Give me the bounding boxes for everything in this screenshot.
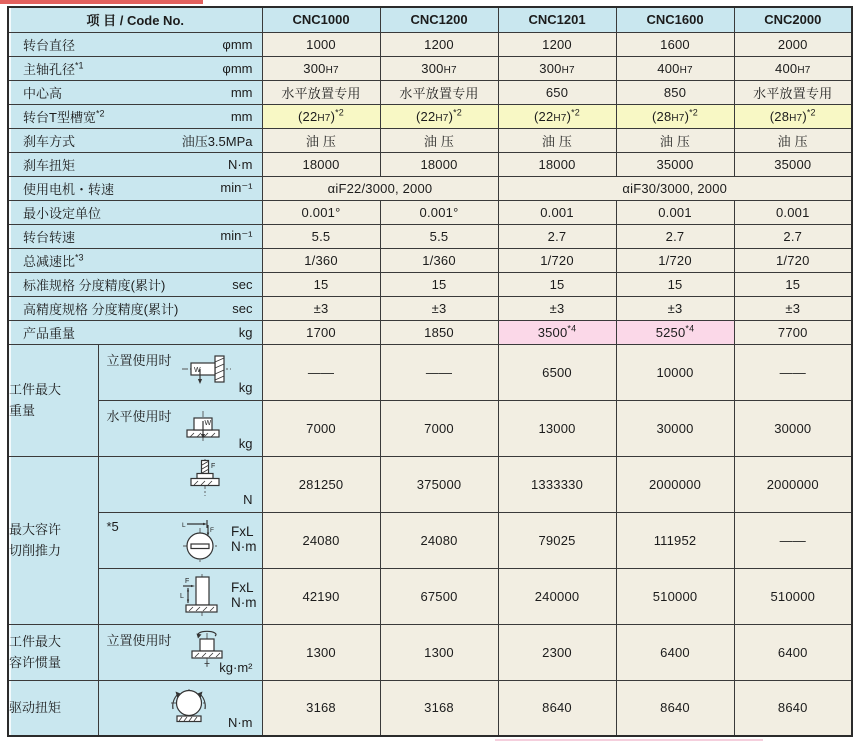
spec-value-cell: 510000 (616, 568, 734, 624)
subrow-inertia: 立置使用时 kg·m² (98, 624, 262, 680)
table-row (8, 344, 852, 400)
spec-value-cell-merged: αiF22/3000, 2000 (262, 176, 498, 200)
spec-value-cell: 10000 (616, 344, 734, 400)
row-label-brake-torque: 刹车扭矩 N·m (8, 152, 262, 176)
spec-value-cell: ±3 (380, 296, 498, 320)
spec-value-cell: —— (734, 512, 852, 568)
spec-value-cell: 850 (616, 80, 734, 104)
spec-value-cell: —— (380, 344, 498, 400)
spec-value-cell: 1600 (616, 32, 734, 56)
spec-value-cell: 6400 (734, 624, 852, 680)
header-item-cell: 项 目 / Code No. (8, 7, 262, 32)
spec-value-cell: 2.7 (498, 224, 616, 248)
table-row (8, 104, 852, 128)
spec-value-cell: 400H7 (616, 56, 734, 80)
row-label-center-height: 中心高 mm (8, 80, 262, 104)
spec-value-cell: 5.5 (380, 224, 498, 248)
table-row (8, 128, 852, 152)
spec-value-cell: 18000 (498, 152, 616, 176)
svg-text:F: F (184, 577, 189, 585)
spec-value-cell: 油 压 (498, 128, 616, 152)
spec-value-cell: 6400 (616, 624, 734, 680)
section-title-work-weight: 工件最大 重量 (8, 344, 98, 456)
row-label-brake-type: 刹车方式 油压3.5MPa (8, 128, 262, 152)
spec-value-cell: 油 压 (616, 128, 734, 152)
spec-value-cell: 0.001° (380, 200, 498, 224)
svg-text:W: W (193, 366, 201, 374)
spec-value-cell: 24080 (262, 512, 380, 568)
subrow-axial-thrust: F N (98, 456, 262, 512)
spec-value-cell: 300H7 (380, 56, 498, 80)
spec-value-cell: 24080 (380, 512, 498, 568)
spec-value-cell: 1700 (262, 320, 380, 344)
spec-value-cell: 8640 (498, 680, 616, 736)
header-model-cnc1000: CNC1000 (262, 7, 380, 32)
axial-thrust-icon (185, 459, 225, 497)
spec-value-cell: 15 (734, 272, 852, 296)
spec-value-cell: 281250 (262, 456, 380, 512)
subrow-drive-torque: N·m (98, 680, 262, 736)
spec-value-cell-highlight: $(22H7)^{*2}$ (498, 104, 616, 128)
spec-value-cell: 2000 (734, 32, 852, 56)
row-label-diameter: 转台直径 φmm (8, 32, 262, 56)
spec-value-cell-merged: αiF30/3000, 2000 (498, 176, 852, 200)
spec-value-cell: 水平放置专用 (734, 80, 852, 104)
spec-value-cell: —— (734, 344, 852, 400)
spec-value-cell: ±3 (498, 296, 616, 320)
svg-text:F: F (210, 462, 215, 470)
spec-value-cell: 0.001 (734, 200, 852, 224)
spec-value-cell: 5.5 (262, 224, 380, 248)
spec-value-cell: 6500 (498, 344, 616, 400)
spec-value-cell: 13000 (498, 400, 616, 456)
spec-value-cell: 300H7 (262, 56, 380, 80)
spec-value-cell: 400H7 (734, 56, 852, 80)
spec-value-cell: 0.001° (262, 200, 380, 224)
lateral-thrust-icon (179, 574, 223, 618)
spec-value-cell: 0.001 (498, 200, 616, 224)
spec-value-cell: 15 (616, 272, 734, 296)
spec-value-cell: 2.7 (734, 224, 852, 248)
spec-value-cell: 1/720 (498, 248, 616, 272)
table-row (8, 56, 852, 80)
spec-value-cell: 2000000 (734, 456, 852, 512)
spec-value-cell: 1333330 (498, 456, 616, 512)
table-row (8, 272, 852, 296)
row-label-motor: 使用电机・转速 min⁻¹ (8, 176, 262, 200)
subrow-radial-thrust: *5 L F FxL N·m (98, 512, 262, 568)
table-row (8, 680, 852, 736)
svg-text:L: L (179, 592, 184, 600)
table-row (8, 80, 852, 104)
table-row (8, 568, 852, 624)
svg-text:W: W (204, 419, 211, 427)
svg-text:F: F (209, 526, 214, 534)
table-row (8, 200, 852, 224)
spec-value-cell-highlight: $(22H7)^{*2}$ (262, 104, 380, 128)
spec-value-cell: 42190 (262, 568, 380, 624)
spec-value-cell: 1000 (262, 32, 380, 56)
row-label-speed: 转台转速 min⁻¹ (8, 224, 262, 248)
spec-value-cell-highlight: $(28H7)^{*2}$ (616, 104, 734, 128)
svg-text:L: L (181, 521, 186, 529)
subrow-lateral-thrust: F L FxL N·m (98, 568, 262, 624)
spec-value-cell: 35000 (734, 152, 852, 176)
spec-value-cell: 3168 (380, 680, 498, 736)
spec-value-cell-highlight: 5250$^{*4}$ (616, 320, 734, 344)
spec-value-cell: 7000 (380, 400, 498, 456)
row-label-t-slot: 转台T型槽宽$^{*2}$ mm (8, 104, 262, 128)
row-label-weight: 产品重量 kg (8, 320, 262, 344)
subrow-horizontal-use: 水平使用时 W kg (98, 400, 262, 456)
spec-value-cell: 油 压 (734, 128, 852, 152)
spec-value-cell: 67500 (380, 568, 498, 624)
table-row (8, 624, 852, 680)
spec-value-cell: 2300 (498, 624, 616, 680)
spec-value-cell-highlight: $(28H7)^{*2}$ (734, 104, 852, 128)
spec-value-cell: 1/720 (734, 248, 852, 272)
spec-value-cell: 375000 (380, 456, 498, 512)
spec-value-cell: 15 (380, 272, 498, 296)
spec-value-cell: 0.001 (616, 200, 734, 224)
subrow-vertical-use: 立置使用时 W kg (98, 344, 262, 400)
bottom-pink-line (495, 739, 763, 741)
spec-value-cell: 1/360 (262, 248, 380, 272)
spec-value-cell: 1850 (380, 320, 498, 344)
spec-value-cell: 2000000 (616, 456, 734, 512)
spec-value-cell: 30000 (616, 400, 734, 456)
spec-value-cell: 18000 (262, 152, 380, 176)
spec-value-cell: ±3 (616, 296, 734, 320)
table-row (8, 152, 852, 176)
spec-value-cell: 7700 (734, 320, 852, 344)
header-model-cnc2000: CNC2000 (734, 7, 852, 32)
spec-value-cell-highlight: $(22H7)^{*2}$ (380, 104, 498, 128)
drive-torque-icon (163, 687, 215, 727)
table-row (8, 400, 852, 456)
spec-value-cell: 1300 (380, 624, 498, 680)
table-row (8, 32, 852, 56)
spec-value-cell: 1300 (262, 624, 380, 680)
workpiece-vertical-mount-icon (181, 353, 233, 385)
spec-value-cell: 油 压 (262, 128, 380, 152)
row-label-reduction: 总减速比$^{*3}$ (8, 248, 262, 272)
spec-value-cell: 油 压 (380, 128, 498, 152)
spec-table (7, 6, 853, 737)
spec-value-cell: 2.7 (616, 224, 734, 248)
spec-value-cell: 1/720 (616, 248, 734, 272)
workpiece-horizontal-mount-icon (183, 410, 223, 444)
spec-value-cell: 18000 (380, 152, 498, 176)
row-label-drive-torque: 驱动扭矩 (8, 680, 98, 736)
table-row (8, 512, 852, 568)
spec-value-cell: 7000 (262, 400, 380, 456)
spec-value-cell: 3168 (262, 680, 380, 736)
header-model-cnc1201: CNC1201 (498, 7, 616, 32)
spec-value-cell: ±3 (262, 296, 380, 320)
spec-value-cell: 水平放置专用 (380, 80, 498, 104)
spec-value-cell: 1200 (498, 32, 616, 56)
spec-value-cell: 水平放置专用 (262, 80, 380, 104)
row-label-std-accuracy: 标准规格 分度精度(累计) sec (8, 272, 262, 296)
table-row (8, 248, 852, 272)
spec-value-cell: 8640 (734, 680, 852, 736)
spec-value-cell: 8640 (616, 680, 734, 736)
spec-value-cell: 111952 (616, 512, 734, 568)
radial-thrust-icon (179, 519, 229, 563)
table-header-row (8, 7, 852, 32)
spec-value-cell: 35000 (616, 152, 734, 176)
top-red-bar (0, 0, 203, 4)
row-label-high-accuracy: 高精度规格 分度精度(累计) sec (8, 296, 262, 320)
spec-value-cell: 30000 (734, 400, 852, 456)
spec-value-cell: 1/360 (380, 248, 498, 272)
header-model-cnc1200: CNC1200 (380, 7, 498, 32)
table-row (8, 296, 852, 320)
row-label-min-unit: 最小设定单位 (8, 200, 262, 224)
spec-value-cell: 300H7 (498, 56, 616, 80)
spec-value-cell: —— (262, 344, 380, 400)
spec-value-cell: 15 (498, 272, 616, 296)
spec-value-cell: 240000 (498, 568, 616, 624)
section-title-inertia: 工件最大 容许惯量 (8, 624, 98, 680)
table-row (8, 224, 852, 248)
spec-value-cell-highlight: 3500$^{*4}$ (498, 320, 616, 344)
table-row (8, 320, 852, 344)
spec-value-cell: 15 (262, 272, 380, 296)
row-label-bore: 主轴孔径$^{*1}$ φmm (8, 56, 262, 80)
spec-value-cell: 650 (498, 80, 616, 104)
header-model-cnc1600: CNC1600 (616, 7, 734, 32)
section-title-thrust: 最大容许 切削推力 (8, 456, 98, 624)
table-row (8, 456, 852, 512)
table-row (8, 176, 852, 200)
spec-value-cell: ±3 (734, 296, 852, 320)
spec-value-cell: 510000 (734, 568, 852, 624)
spec-value-cell: 79025 (498, 512, 616, 568)
spec-value-cell: 1200 (380, 32, 498, 56)
